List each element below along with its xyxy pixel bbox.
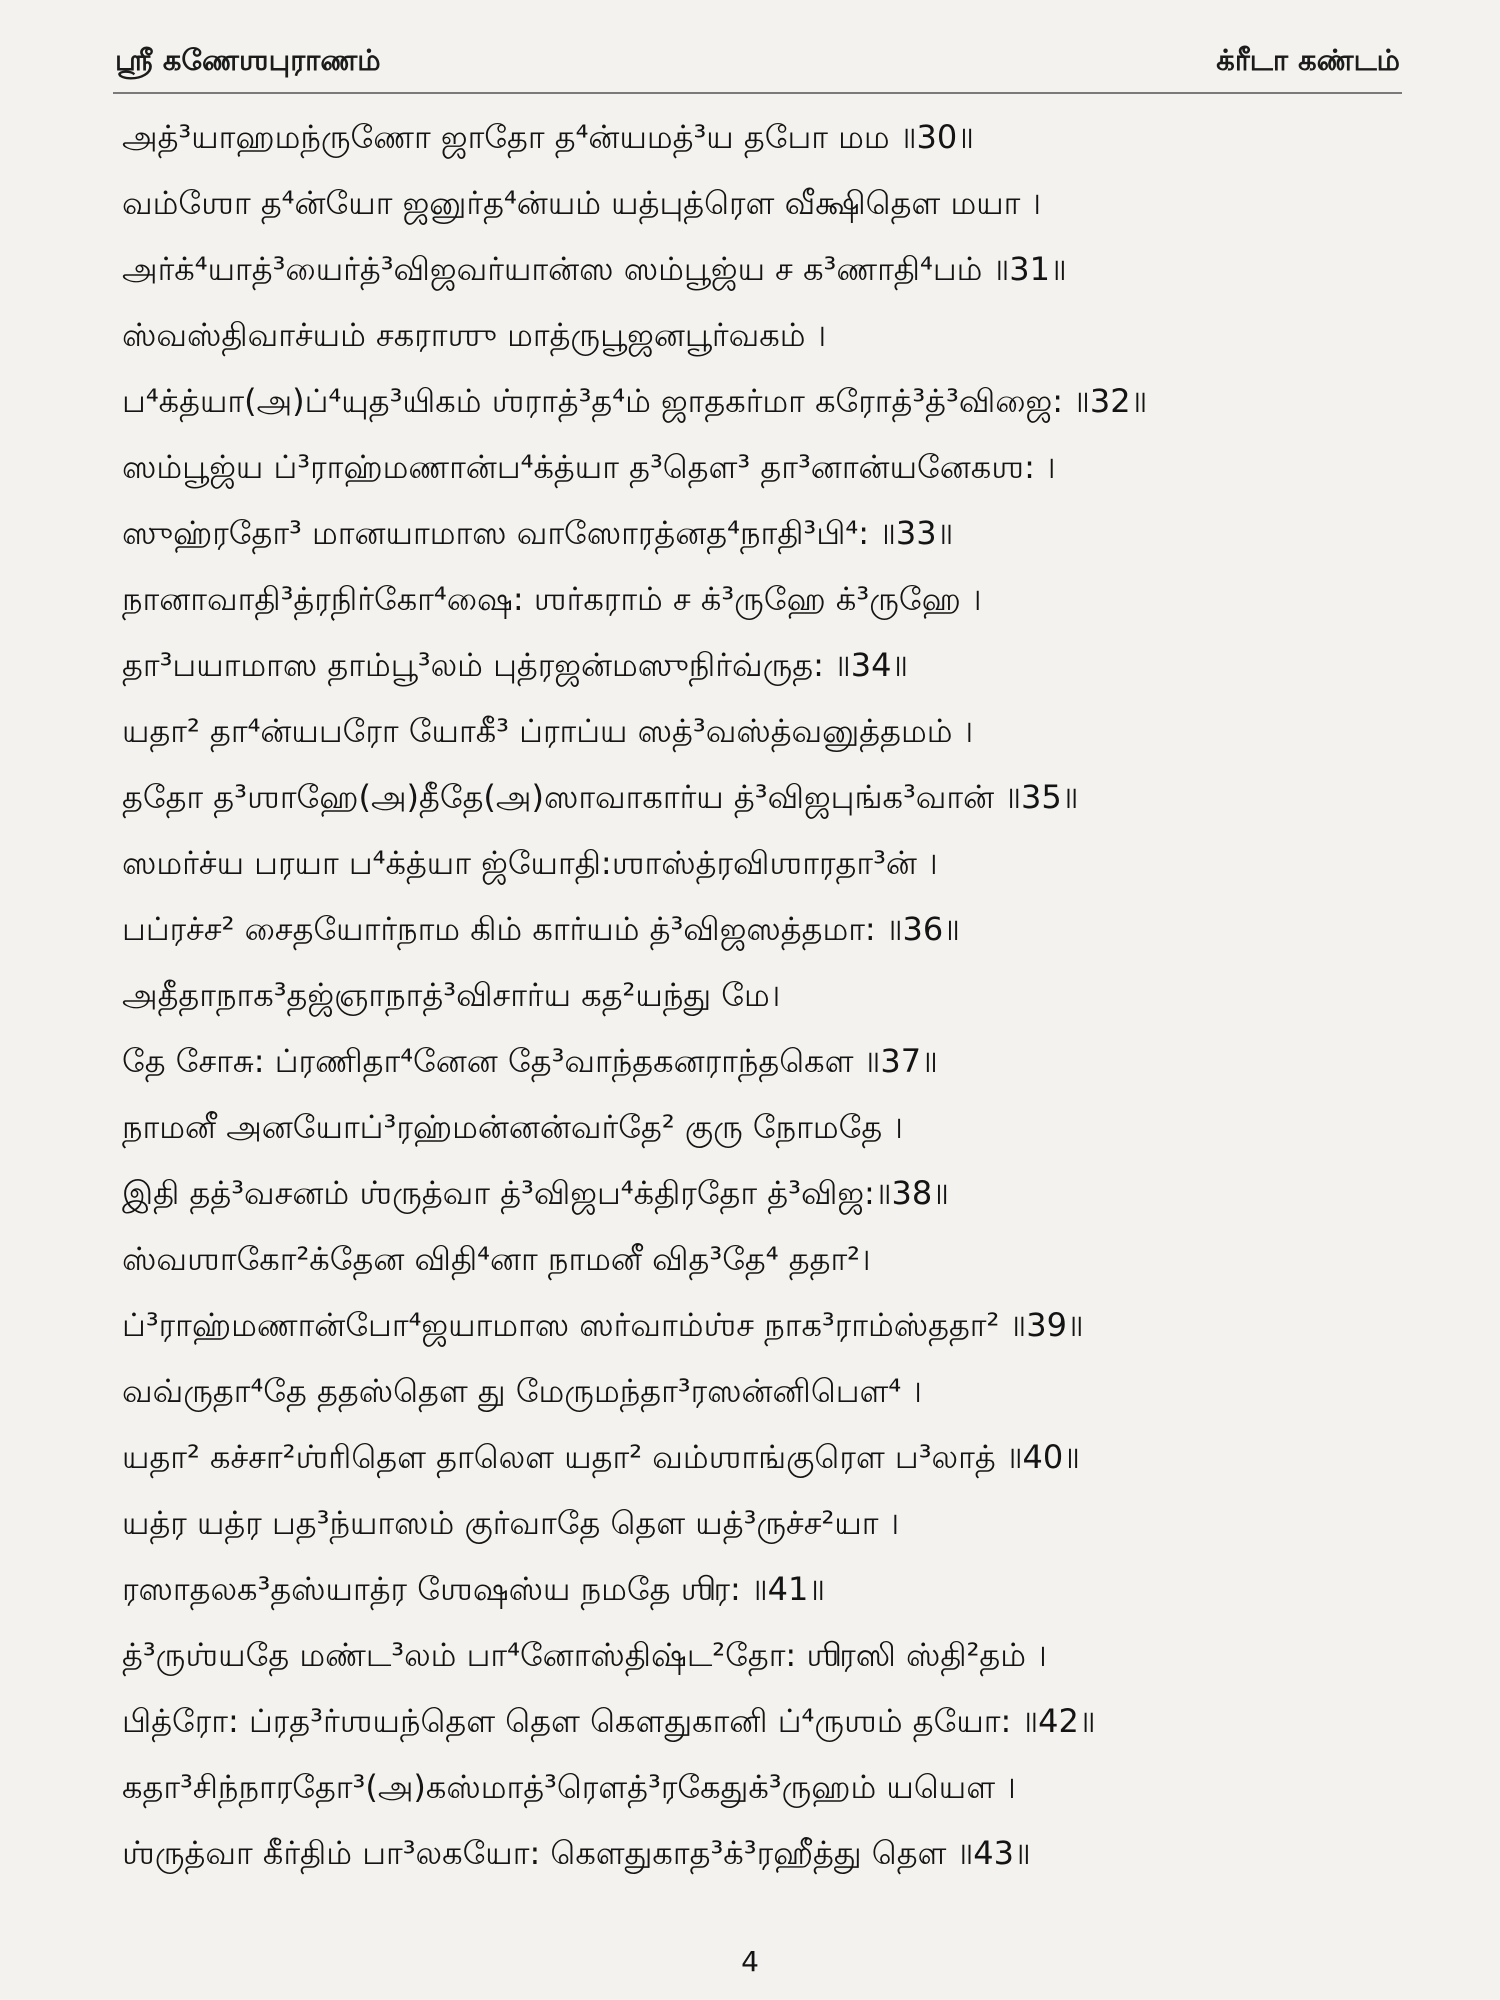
verse-line: ப⁴க்த்யா(அ)ப்⁴யுத³யிகம் ஶ்ராத்³த⁴ம் ஜாதகர்மா கரோத்³த்³விஜை: ॥32॥ xyxy=(122,382,1148,420)
verse-line: நானாவாதி³த்ரநிர்கோ⁴ஷை: ஶர்கராம் ச க்³ருஹே க்³ருஹே । xyxy=(122,580,982,618)
verse-line: ததோ த³ஶாஹே(அ)தீதே(அ)ஸாவாகார்ய த்³விஜபுங்க³வான் ॥35॥ xyxy=(122,778,1079,816)
verse-line: யதா² கச்சா²ஶ்ரிதௌ தாலௌ யதா² வம்ஶாங்குரௌ ப³லாத் ॥40॥ xyxy=(122,1438,1080,1476)
header-right-title: க்ரீடா கண்டம் xyxy=(1216,43,1400,77)
verse-line: அதீதாநாக³தஜ்ஞாநாத்³விசார்ய கத²யந்து மே। xyxy=(122,976,781,1014)
verse-line: பித்ரோ: ப்ரத³ர்ஶயந்தௌ தௌ கௌதுகானி ப்⁴ருஶம் தயோ: ॥42॥ xyxy=(122,1702,1096,1740)
verse-line: ஸம்பூஜ்ய ப்³ராஹ்மணான்ப⁴க்த்யா த³தௌ³ தா³னான்யனேகஶ: । xyxy=(122,448,1056,486)
header-left-title: ஸ்ரீ கணேஶபுராணம் xyxy=(115,43,381,77)
verse-line: ப்³ராஹ்மணான்போ⁴ஜயாமாஸ ஸர்வாம்ஶ்ச நாக³ராம்ஸ்ததா² ॥39॥ xyxy=(122,1306,1084,1344)
verse-line: தே சோசு: ப்ரணிதா⁴னேன தே³வாந்தகனராந்தகௌ ॥37॥ xyxy=(122,1042,938,1080)
verse-line: வவ்ருதா⁴தே ததஸ்தௌ து மேருமந்தா³ரஸன்னிபௌ⁴ । xyxy=(122,1372,922,1410)
verse-line: யதா² தா⁴ன்யபரோ யோகீ³ ப்ராப்ய ஸத்³வஸ்த்வனுத்தமம் । xyxy=(122,712,974,750)
verse-line: ஸமர்ச்ய பரயா ப⁴க்த்யா ஜ்யோதி:ஶாஸ்த்ரவிஶாரதா³ன் । xyxy=(122,844,938,882)
page-number: 4 xyxy=(741,1945,759,1978)
verse-line: கதா³சிந்நாரதோ³(அ)கஸ்மாத்³ரௌத்³ரகேதுக்³ருஹம் யயௌ । xyxy=(122,1768,1016,1806)
verse-line: அர்க்⁴யாத்³யைர்த்³விஜவர்யான்ஸ ஸம்பூஜ்ய ச க³ணாதி⁴பம் ॥31॥ xyxy=(122,250,1067,288)
verse-line: ஸ்வஶாகோ²க்தேன விதி⁴னா நாமனீ வித³தே⁴ ததா²। xyxy=(122,1240,871,1278)
verse-line: ஶ்ருத்வா கீர்திம் பா³லகயோ: கௌதுகாத³க்³ரஹீத்து தௌ ॥43॥ xyxy=(122,1834,1031,1872)
verse-line: தா³பயாமாஸ தாம்பூ³லம் புத்ரஜன்மஸுநிர்வ்ருத: ॥34॥ xyxy=(122,646,909,684)
verse-line: வம்ஶோ த⁴ன்யோ ஜனுர்த⁴ன்யம் யத்புத்ரௌ வீக்ஷிதௌ மயா । xyxy=(122,184,1042,222)
header-divider xyxy=(113,92,1402,94)
verse-line: ரஸாதலக³தஸ்யாத்ர ஶேஷஸ்ய நமதே ஶிர: ॥41॥ xyxy=(122,1570,826,1608)
verse-line: பப்ரச்ச² சைதயோர்நாம கிம் கார்யம் த்³விஜஸத்தமா: ॥36॥ xyxy=(122,910,960,948)
verse-list xyxy=(122,104,1422,1886)
verse-line: யத்ர யத்ர பத³ந்யாஸம் குர்வாதே தௌ யத்³ருச்ச²யா । xyxy=(122,1504,900,1542)
running-header xyxy=(115,38,1400,86)
verse-line: ஸுஹ்ரதோ³ மானயாமாஸ வாஸோரத்னத⁴நாதி³பி⁴: ॥33॥ xyxy=(122,514,954,552)
verse-line: நாமனீ அனயோப்³ரஹ்மன்னன்வர்தே² குரு நோமதே । xyxy=(122,1108,903,1146)
verse-line: அத்³யாஹமந்ருணோ ஜாதோ த⁴ன்யமத்³ய தபோ மம ॥30॥ xyxy=(122,118,974,156)
verse-line: இதி தத்³வசனம் ஶ்ருத்வா த்³விஜப⁴க்திரதோ த்³விஜ:॥38॥ xyxy=(122,1174,949,1212)
verse-line: ஸ்வஸ்திவாச்யம் சகராஶு மாத்ருபூஜனபூர்வகம் । xyxy=(122,316,827,354)
verse-line: த்³ருஶ்யதே மண்ட³லம் பா⁴னோஸ்திஷ்ட²தோ: ஶிரஸி ஸ்தி²தம் । xyxy=(122,1636,1047,1674)
